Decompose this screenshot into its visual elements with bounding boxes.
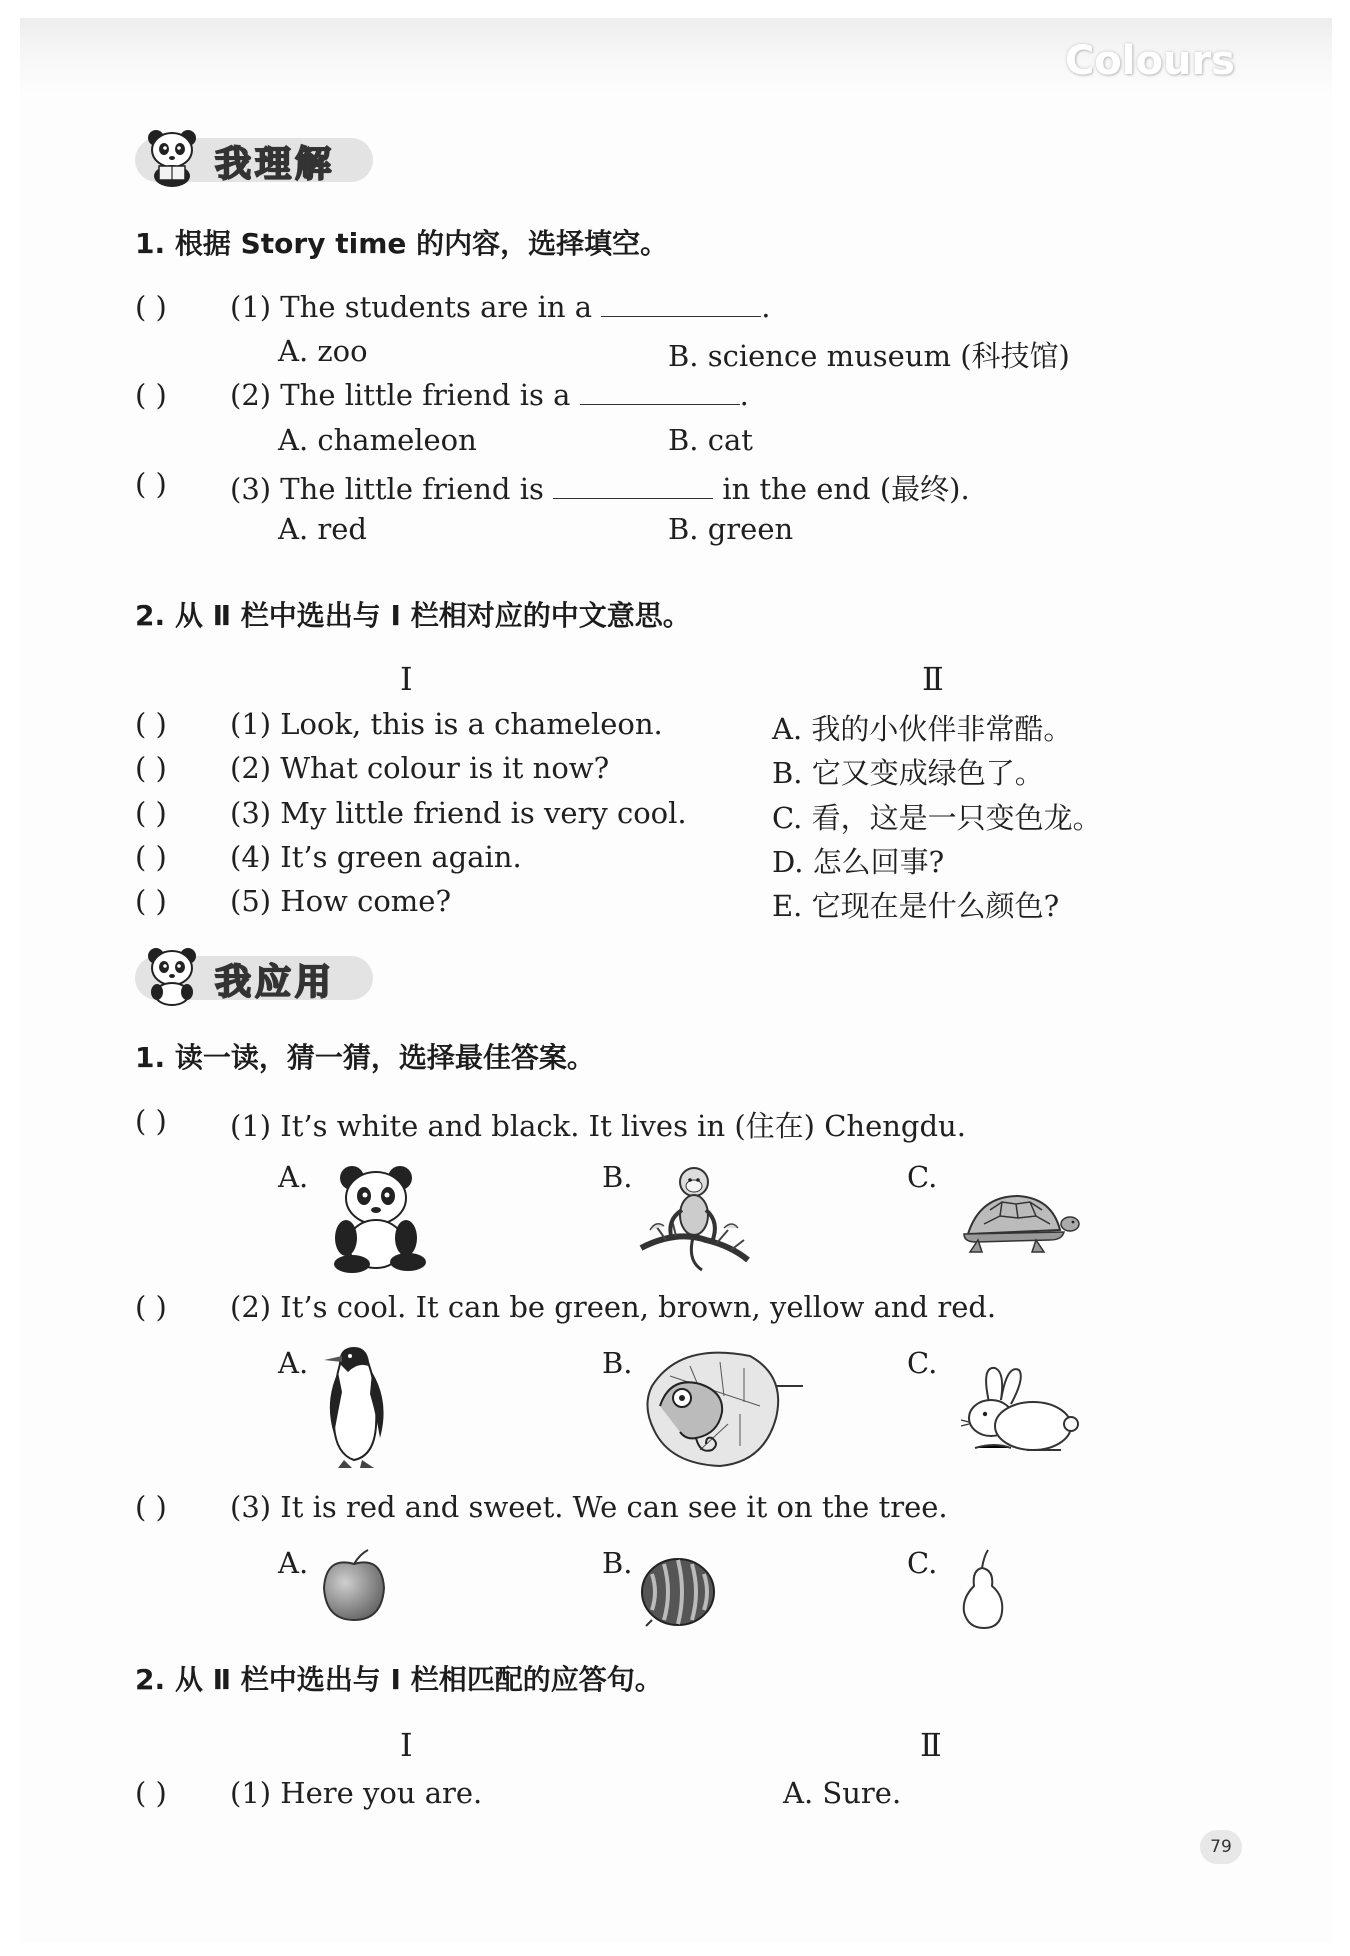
option-a: A. chameleon (278, 423, 477, 457)
penguin-picture[interactable] (318, 1342, 398, 1472)
option-b: B. science museum (科技馆) (668, 339, 1070, 373)
option-a-label: A. (278, 1346, 309, 1380)
stem-text: (1) The students are in a (230, 290, 593, 324)
watermelon-picture[interactable] (638, 1556, 718, 1628)
stem-text: (2) The little friend is a (230, 378, 571, 412)
section-badge-apply (135, 946, 375, 1006)
question-stem: (3) It is red and sweet. We can see it on the tree. (230, 1490, 948, 1524)
answer-blank-parens[interactable]: ( ) (135, 840, 167, 874)
section-badge-understand (135, 128, 375, 188)
match-left-item: (2) What colour is it now? (230, 751, 610, 785)
option-b: B. cat (668, 423, 753, 457)
rabbit-picture[interactable] (955, 1362, 1080, 1457)
match-left-item: (5) How come? (230, 884, 451, 918)
badge-title: 我理解 (215, 144, 336, 185)
option-b-label: B. (602, 1346, 633, 1380)
chameleon-picture[interactable] (640, 1346, 805, 1471)
question-stem (230, 378, 749, 412)
option-a: A. zoo (278, 334, 368, 368)
section2-q2-heading: 2. 从 Ⅱ 栏中选出与 Ⅰ 栏相匹配的应答句。 (135, 1663, 663, 1696)
panda-icon (145, 946, 199, 1006)
answer-blank-parens[interactable]: ( ) (135, 796, 167, 830)
question-stem (230, 467, 970, 508)
pear-picture[interactable] (958, 1548, 1008, 1630)
column-ii-header: Ⅱ (920, 1726, 942, 1764)
badge-title: 我应用 (215, 962, 336, 1003)
column-i-header: I (400, 660, 413, 698)
page-number: 79 (1200, 1830, 1242, 1864)
monkey-picture[interactable] (636, 1160, 751, 1275)
option-c-label: C. (907, 1346, 938, 1380)
stem-text-end: . (761, 290, 771, 324)
section1-q2-heading: 2. 从 Ⅱ 栏中选出与 Ⅰ 栏相对应的中文意思。 (135, 599, 691, 632)
match-right-item: C. 看，这是一只变色龙。 (772, 801, 1102, 835)
match-right-item: A. Sure. (783, 1776, 902, 1810)
option-b-label: B. (602, 1546, 633, 1580)
option-b: B. green (668, 512, 794, 546)
match-right-item: D. 怎么回事? (772, 845, 945, 879)
apple-picture[interactable] (318, 1548, 390, 1624)
answer-blank-parens[interactable]: ( ) (135, 884, 167, 918)
fill-blank-line[interactable] (601, 315, 761, 317)
question-stem (230, 290, 771, 324)
panda-picture[interactable] (322, 1160, 432, 1275)
option-a-label: A. (278, 1160, 309, 1194)
panda-reading-icon (145, 128, 199, 188)
section2-q1-heading: 1. 读一读，猜一猜，选择最佳答案。 (135, 1041, 595, 1074)
match-right-item: E. 它现在是什么颜色? (772, 889, 1060, 923)
answer-blank-parens[interactable]: ( ) (135, 378, 167, 412)
match-right-item: B. 它又变成绿色了。 (772, 756, 1044, 790)
match-left-item: (1) Look, this is a chameleon. (230, 707, 663, 741)
option-a-label: A. (278, 1546, 309, 1580)
option-c-label: C. (907, 1546, 938, 1580)
question-stem: (1) It’s white and black. It lives in (住在) Chengdu. (230, 1109, 966, 1143)
section1-q1-heading: 1. 根据 Story time 的内容，选择填空。 (135, 227, 669, 260)
answer-blank-parens[interactable]: ( ) (135, 707, 167, 741)
column-i-header: I (400, 1726, 413, 1764)
stem-text-end: . (739, 378, 749, 412)
answer-blank-parens[interactable]: ( ) (135, 1290, 167, 1324)
option-a: A. red (278, 512, 367, 546)
option-b-label: B. (602, 1160, 633, 1194)
match-left-item: (3) My little friend is very cool. (230, 796, 687, 830)
unit-title: Colours (1064, 38, 1235, 84)
stem-text: (3) The little friend is (230, 472, 544, 506)
fill-blank-line[interactable] (580, 403, 740, 405)
answer-blank-parens[interactable]: ( ) (135, 467, 167, 501)
fill-blank-line[interactable] (553, 497, 713, 499)
question-stem: (2) It’s cool. It can be green, brown, yellow and red. (230, 1290, 997, 1324)
column-ii-header: Ⅱ (922, 660, 944, 698)
stem-text-end: in the end (最终). (722, 472, 970, 506)
answer-blank-parens[interactable]: ( ) (135, 1490, 167, 1524)
option-c-label: C. (907, 1160, 938, 1194)
answer-blank-parens[interactable]: ( ) (135, 751, 167, 785)
answer-blank-parens[interactable]: ( ) (135, 290, 167, 324)
answer-blank-parens[interactable]: ( ) (135, 1104, 167, 1138)
match-right-item: A. 我的小伙伴非常酷。 (772, 712, 1073, 746)
turtle-picture[interactable] (950, 1188, 1080, 1258)
answer-blank-parens[interactable]: ( ) (135, 1776, 167, 1810)
match-left-item: (1) Here you are. (230, 1776, 483, 1810)
match-left-item: (4) It’s green again. (230, 840, 522, 874)
